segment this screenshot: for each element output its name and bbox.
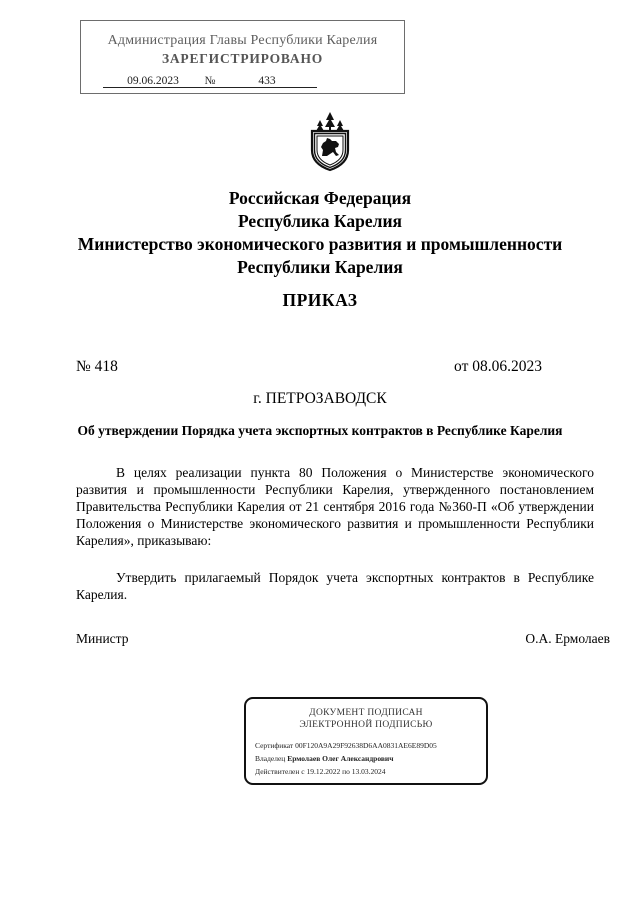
stamp-organization: Администрация Главы Республики Карелия: [107, 33, 378, 48]
esig-valid-from: 19.12.2022: [306, 767, 341, 776]
header-republic: Республика Карелия: [237, 211, 403, 231]
stamp-registration-line: [103, 75, 317, 88]
document-subject: Об утверждении Порядка учета экспортных контрактов в Республике Карелия: [77, 423, 563, 438]
esig-validity: [255, 767, 386, 776]
body-paragraph-2: Утвердить прилагаемый Порядок учета экспортных контрактов в Республике Карелия.: [76, 570, 594, 602]
signatory-name: О.А. Ермолаев: [525, 631, 610, 646]
esig-certificate: [255, 741, 437, 750]
esig-cert-label: Сертификат: [255, 741, 294, 750]
stamp-date: 09.06.2023: [103, 75, 203, 88]
esig-title-2: ЭЛЕКТРОННОЙ ПОДПИСЬЮ: [299, 720, 433, 730]
esig-valid-to-label: по: [342, 767, 350, 776]
esig-valid-from-label: с: [301, 767, 305, 776]
registration-stamp: [80, 20, 405, 94]
esig-owner-label: Владелец: [255, 754, 286, 763]
header-ministry-republic: Республики Карелия: [237, 257, 403, 277]
body-paragraph-1: В целях реализации пункта 80 Положения о Министерстве экономического развития и промышленности Республики Карелия, утвержденного постановлением Правительства Республики Карелия от 21 сентября 2016 года №360-П «Об утверждении Положения о Министерстве экономического развития и промышленности Республики Карелия», приказываю:: [76, 465, 594, 548]
stamp-number-label: №: [204, 75, 216, 87]
karelia-coat-of-arms-icon: [305, 110, 355, 172]
esig-title-1: ДОКУМЕНТ ПОДПИСАН: [309, 708, 423, 718]
stamp-registered-label: ЗАРЕГИСТРИРОВАНО: [161, 51, 324, 66]
esig-owner: [255, 754, 393, 763]
esig-owner-value: Ермолаев Олег Александрович: [287, 754, 394, 763]
order-date: от 08.06.2023: [454, 358, 542, 375]
order-number: № 418: [76, 358, 118, 375]
city: г. ПЕТРОЗАВОДСК: [253, 390, 387, 407]
electronic-signature-stamp: [244, 697, 488, 785]
header-country: Российская Федерация: [228, 188, 412, 208]
document-type: ПРИКАЗ: [282, 290, 358, 310]
stamp-number: 433: [217, 75, 317, 88]
esig-valid-to: 13.03.2024: [351, 767, 386, 776]
esig-cert-value: 00F120A9A29F92638D6AA0831AE6E89D05: [295, 741, 437, 750]
esig-valid-label: Действителен: [255, 767, 300, 776]
signatory-role: Министр: [76, 631, 129, 646]
header-ministry: Министерство экономического развития и промышленности: [77, 234, 563, 254]
